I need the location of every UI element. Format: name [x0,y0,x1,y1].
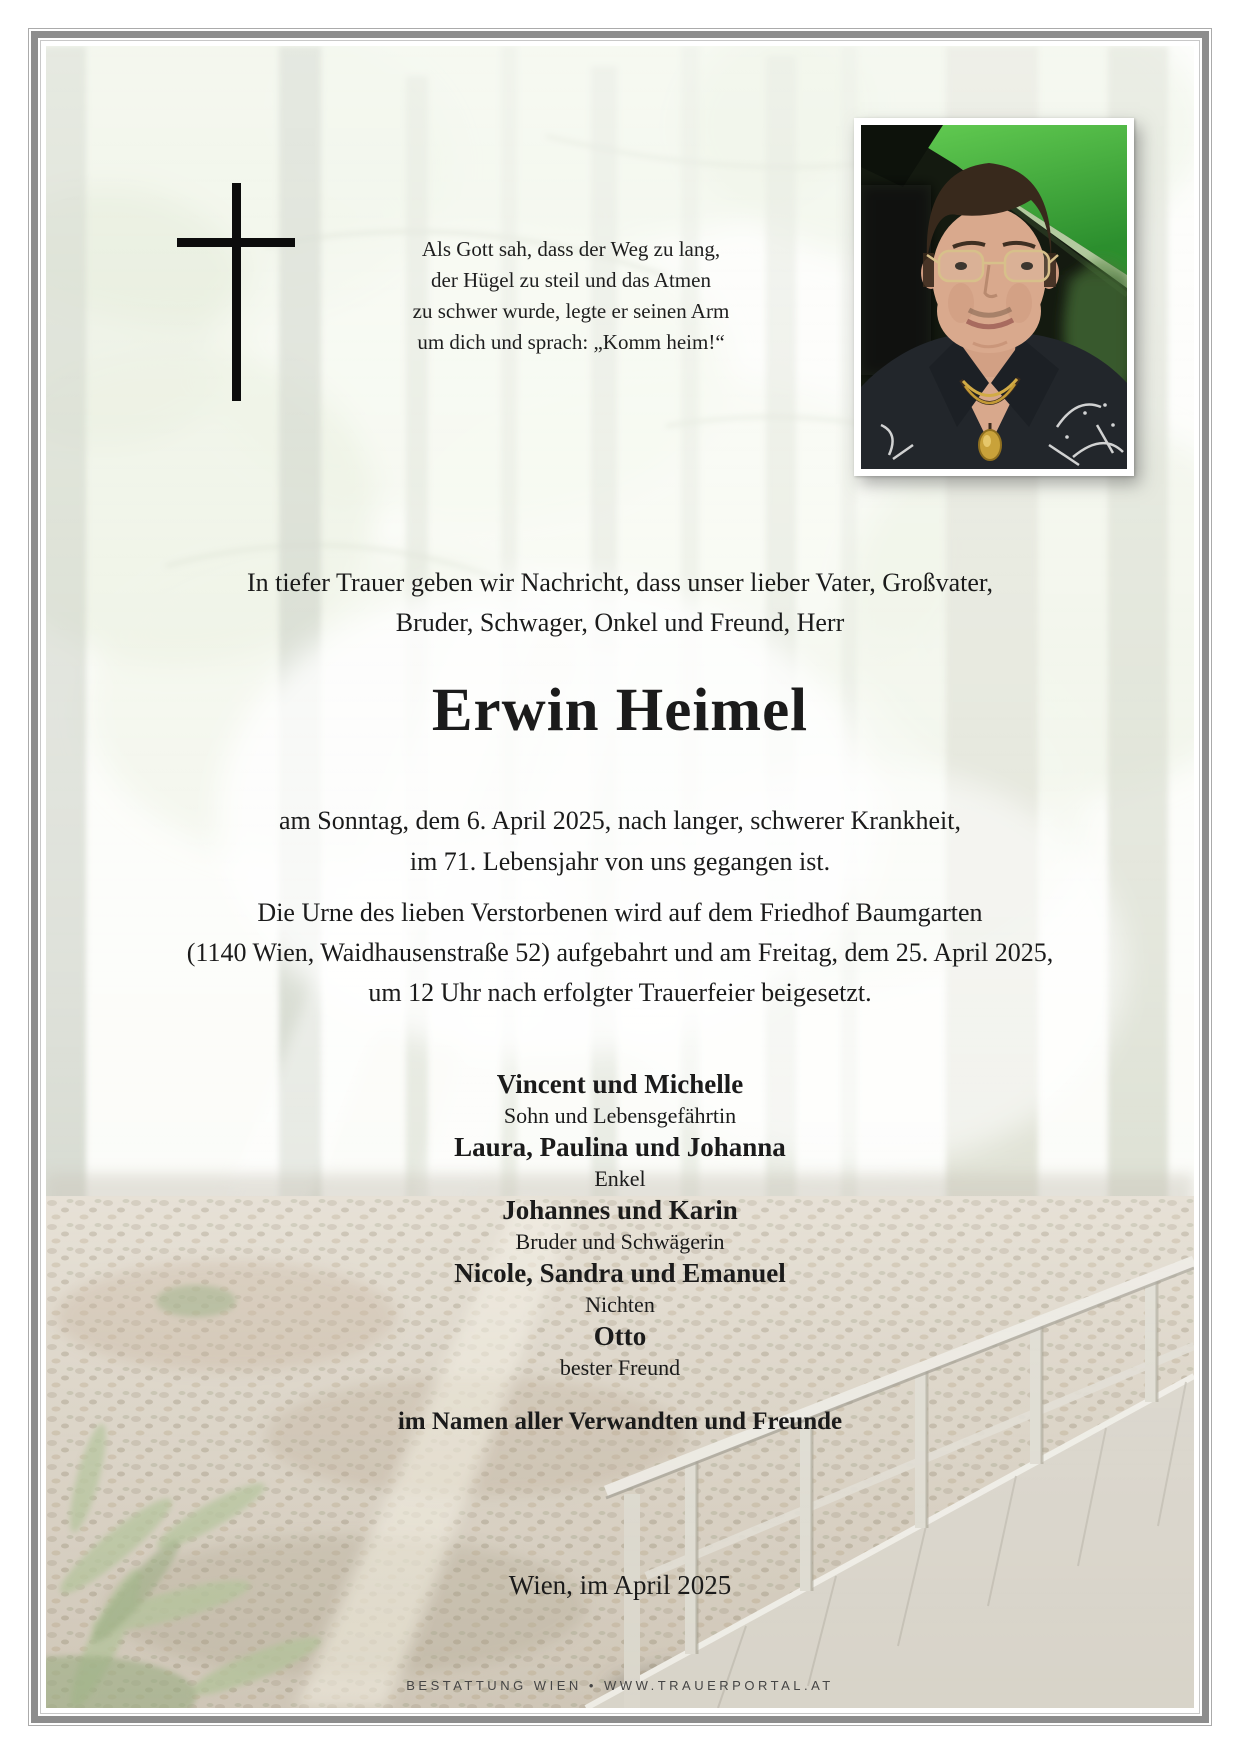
announcement-text [46,563,1194,643]
death-info [46,800,1194,882]
funeral-info-line: um 12 Uhr nach erfolgter Trauerfeier beigesetzt. [368,978,872,1007]
mourner-entry [46,1257,1194,1319]
death-info-line: am Sonntag, dem 6. April 2025, nach langer, schwerer Krankheit, [279,806,961,835]
deceased-portrait-photo [854,118,1134,476]
inner-frame [40,40,1200,1714]
mourner-names: Laura, Paulina und Johanna [454,1132,786,1162]
quote-line: um dich und sprach: „Komm heim!“ [417,330,725,354]
card-content [46,46,1194,1708]
outer-frame [28,28,1212,1726]
announcement-line: Bruder, Schwager, Onkel und Freund, Herr [395,608,845,637]
gray-frame [31,31,1209,1723]
closing-line: im Namen aller Verwandten und Freunde [397,1408,843,1435]
footer-text: BESTATTUNG WIEN • WWW.TRAUERPORTAL.AT [406,1678,834,1693]
mourner-relation: bester Freund [559,1355,681,1380]
portrait-illustration [861,125,1127,469]
funeral-info-line: Die Urne des lieben Verstorbenen wird auf dem Friedhof Baumgarten [257,898,983,927]
mourner-names: Nicole, Sandra und Emanuel [454,1258,786,1288]
mourner-names: Otto [593,1321,647,1351]
mourner-names: Johannes und Karin [502,1195,738,1225]
mourner-relation: Nichten [585,1292,655,1317]
mourner-entry [46,1131,1194,1193]
quote-line: der Hügel zu steil und das Atmen [431,268,711,292]
mourners-list [46,1068,1194,1383]
funeral-info-line: (1140 Wien, Waidhausenstraße 52) aufgebahrt und am Freitag, dem 25. April 2025, [186,938,1054,967]
announcement-line: In tiefer Trauer geben wir Nachricht, dass unser lieber Vater, Großvater, [246,568,994,597]
mourner-names: Vincent und Michelle [496,1069,744,1099]
place-date: Wien, im April 2025 [508,1570,732,1600]
mourner-relation: Bruder und Schwägerin [515,1229,725,1254]
funeral-info [46,893,1194,1013]
deceased-name: Erwin Heimel [431,677,809,744]
mourner-entry [46,1194,1194,1256]
quote-line: zu schwer wurde, legte er seinen Arm [412,299,730,323]
mourner-entry [46,1320,1194,1382]
mourner-relation: Sohn und Lebensgefährtin [503,1103,737,1128]
mourner-relation: Enkel [594,1166,646,1191]
death-info-line: im 71. Lebensjahr von uns gegangen ist. [409,847,831,876]
mourner-entry [46,1068,1194,1130]
quote-line: Als Gott sah, dass der Weg zu lang, [421,237,721,261]
